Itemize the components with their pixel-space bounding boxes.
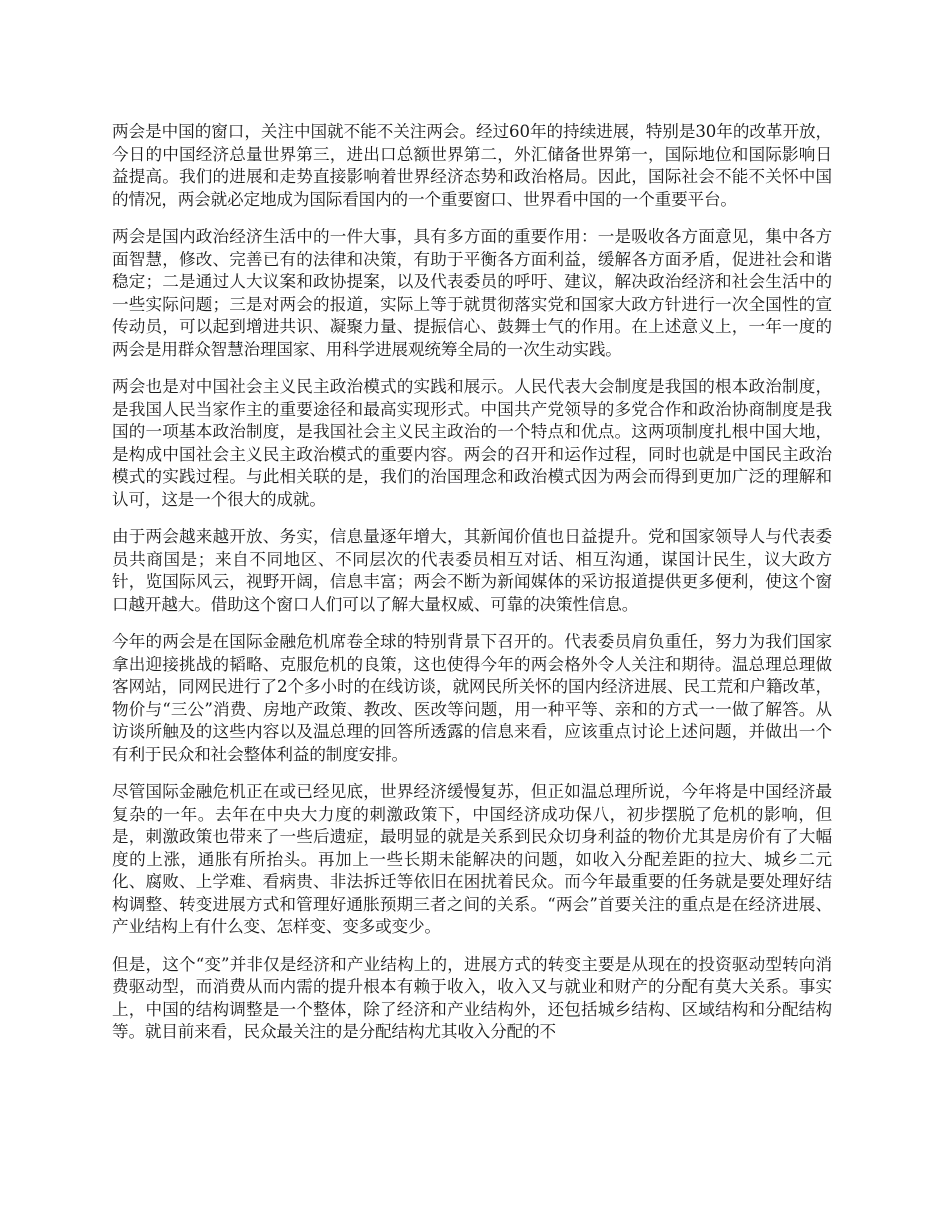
paragraph-5: 今年的两会是在国际金融危机席卷全球的特别背景下召开的。代表委员肩负重任，努力为我们国家拿出迎接挑战的韬略、克服危机的良策，这也使得今年的两会格外令人关注和期待。温总理总理做客网站，同网民进行了2个多小时的在线访谈，就网民所关怀的国内经济进展、民工荒和户籍改革，物价与“三公”消费、房地产政策、教改、医改等问题，用一种平等、亲和的方式一一做了解答。从访谈所触及的这些内容以及温总理的回答所透露的信息来看，应该重点讨论上述问题，并做出一个有利于民众和社会整体利益的制度安排。 bbox=[112, 632, 832, 764]
paragraph-7: 但是，这个“变”并非仅是经济和产业结构上的，进展方式的转变主要是从现在的投资驱动型转向消费驱动型，而消费从而内需的提升根本有赖于收入，收入又与就业和财产的分配有莫大关系。事实上，中国的结构调整是一个整体，除了经济和产业结构外，还包括城乡结构、区域结构和分配结构等。就目前来看，民众最关注的是分配结构尤其收入分配的不 bbox=[112, 954, 832, 1041]
paragraph-1: 两会是中国的窗口，关注中国就不能不关注两会。经过60年的持续进展，特别是30年的改革开放，今日的中国经济总量世界第三，进出口总额世界第二，外汇储备世界第一，国际地位和国际影响日益提高。我们的进展和走势直接影响着世界经济态势和政治格局。因此，国际社会不能不关怀中国的情况，两会就必定地成为国际看国内的一个重要窗口、世界看中国的一个重要平台。 bbox=[112, 122, 832, 209]
paragraph-4: 由于两会越来越开放、务实，信息量逐年增大，其新闻价值也日益提升。党和国家领导人与代表委员共商国是；来自不同地区、不同层次的代表委员相互对话、相互沟通，谋国计民生，议大政方针，览国际风云，视野开阔，信息丰富；两会不断为新闻媒体的采访报道提供更多便利，使这个窗口越开越大。借助这个窗口人们可以了解大量权威、可靠的决策性信息。 bbox=[112, 527, 832, 614]
paragraph-2: 两会是国内政治经济生活中的一件大事，具有多方面的重要作用：一是吸收各方面意见，集中各方面智慧，修改、完善已有的法律和决策，有助于平衡各方面利益，缓解各方面矛盾，促进社会和谐稳定；二是通过人大议案和政协提案，以及代表委员的呼吁、建议，解决政治经济和社会生活中的一些实际问题；三是对两会的报道，实际上等于就贯彻落实党和国家大政方针进行一次全国性的宣传动员，可以起到增进共识、凝聚力量、提振信心、鼓舞士气的作用。在上述意义上，一年一度的两会是用群众智慧治理国家、用科学进展观统筹全局的一次生动实践。 bbox=[112, 227, 832, 359]
paragraph-6: 尽管国际金融危机正在或已经见底，世界经济缓慢复苏，但正如温总理所说，今年将是中国经济最复杂的一年。去年在中央大力度的刺激政策下，中国经济成功保八，初步摆脱了危机的影响，但是，刺激政策也带来了一些后遗症，最明显的就是关系到民众切身利益的物价尤其是房价有了大幅度的上涨，通胀有所抬头。再加上一些长期未能解决的问题，如收入分配差距的拉大、城乡二元化、腐败、上学难、看病贵、非法拆迁等依旧在困扰着民众。而今年最重要的任务就是要处理好结构调整、转变进展方式和管理好通胀预期三者之间的关系。“两会”首要关注的重点是在经济进展、产业结构上有什么变、怎样变、变多或变少。 bbox=[112, 782, 832, 936]
paragraph-3: 两会也是对中国社会主义民主政治模式的实践和展示。人民代表大会制度是我国的根本政治制度，是我国人民当家作主的重要途径和最高实现形式。中国共产党领导的多党合作和政治协商制度是我国的一项基本政治制度，是我国社会主义民主政治的一个特点和优点。这两项制度扎根中国大地，是构成中国社会主义民主政治模式的重要内容。两会的召开和运作过程，同时也就是中国民主政治模式的实践过程。与此相关联的是，我们的治国理念和政治模式因为两会而得到更加广泛的理解和认可，这是一个很大的成就。 bbox=[112, 377, 832, 509]
